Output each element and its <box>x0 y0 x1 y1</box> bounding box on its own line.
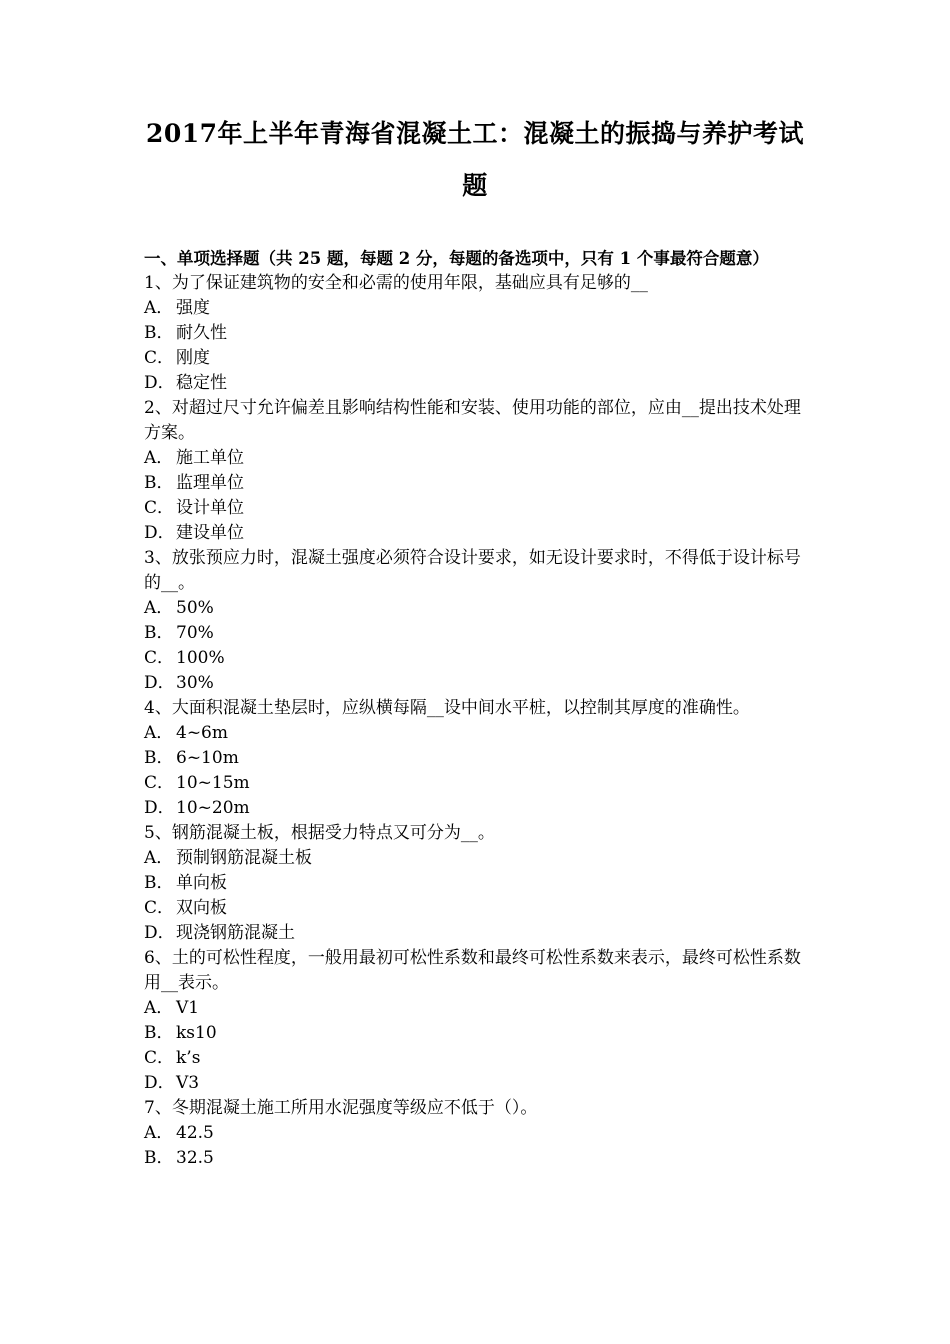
answer-option <box>144 646 808 671</box>
answer-option <box>144 1071 808 1096</box>
option-text: 建设单位 <box>176 523 244 543</box>
question-stem: 4、大面积混凝土垫层时，应纵横每隔__设中间水平桩，以控制其厚度的准确性。 <box>144 698 750 718</box>
option-text: 70% <box>176 623 214 643</box>
option-letter: D． <box>144 373 175 393</box>
answer-option <box>144 871 808 896</box>
option-letter: A． <box>144 298 174 318</box>
answer-option <box>144 621 808 646</box>
answer-option <box>144 446 808 471</box>
question-stem: 2、对超过尺寸允许偏差且影响结构性能和安装、使用功能的部位，应由__提出技术处理方案。 <box>144 398 801 443</box>
option-text: 30% <box>176 673 214 693</box>
option-text: 100% <box>176 648 225 668</box>
answer-option <box>144 746 808 771</box>
option-letter: C． <box>144 773 175 793</box>
title-line-1: 2017年上半年青海省混凝土工：混凝土的振捣与养护考试 <box>145 119 805 148</box>
answer-option <box>144 371 808 396</box>
answer-option <box>144 521 808 546</box>
answer-option <box>144 771 808 796</box>
option-text: 稳定性 <box>176 373 227 393</box>
question-stem: 1、为了保证建筑物的安全和必需的使用年限，基础应具有足够的__ <box>144 273 648 293</box>
option-letter: D． <box>144 798 175 818</box>
option-text: 4~6m <box>176 723 228 743</box>
answer-option <box>144 1021 808 1046</box>
option-text: 6~10m <box>176 748 239 768</box>
option-letter: C． <box>144 348 175 368</box>
option-letter: A． <box>144 848 174 868</box>
option-letter: D． <box>144 1073 175 1093</box>
option-letter: C． <box>144 898 175 918</box>
answer-option <box>144 471 808 496</box>
option-text: 32.5 <box>176 1148 214 1168</box>
option-text: k’s <box>176 1048 201 1068</box>
option-text: 预制钢筋混凝土板 <box>176 848 312 868</box>
option-text: 双向板 <box>176 898 227 918</box>
answer-option <box>144 796 808 821</box>
answer-option <box>144 596 808 621</box>
option-letter: D． <box>144 923 175 943</box>
answer-option <box>144 321 808 346</box>
option-text: 监理单位 <box>176 473 244 493</box>
answer-option <box>144 671 808 696</box>
option-letter: B． <box>144 323 174 343</box>
answer-option <box>144 496 808 521</box>
option-letter: D． <box>144 523 175 543</box>
option-letter: C． <box>144 648 175 668</box>
option-letter: B． <box>144 1148 174 1168</box>
option-text: 强度 <box>176 298 210 318</box>
option-letter: B． <box>144 1023 174 1043</box>
option-letter: B． <box>144 873 174 893</box>
answer-option <box>144 896 808 921</box>
question-stem: 5、钢筋混凝土板，根据受力特点又可分为__。 <box>144 823 495 843</box>
option-text: ks10 <box>176 1023 217 1043</box>
option-letter: B． <box>144 748 174 768</box>
option-letter: A． <box>144 448 174 468</box>
document-body <box>144 246 808 1171</box>
option-letter: A． <box>144 598 174 618</box>
answer-option <box>144 296 808 321</box>
answer-option <box>144 1146 808 1171</box>
question-list <box>144 271 808 1171</box>
answer-option <box>144 346 808 371</box>
answer-option <box>144 721 808 746</box>
option-letter: D． <box>144 673 175 693</box>
section-heading: 一、单项选择题（共 25 题，每题 2 分，每题的备选项中，只有 1 个事最符合题意） <box>144 249 769 268</box>
option-text: 单向板 <box>176 873 227 893</box>
answer-option <box>144 996 808 1021</box>
option-text: 42.5 <box>176 1123 214 1143</box>
option-letter: A． <box>144 723 174 743</box>
question-stem: 7、冬期混凝土施工所用水泥强度等级应不低于（）。 <box>144 1098 538 1118</box>
option-letter: C． <box>144 498 175 518</box>
question-stem: 3、放张预应力时，混凝土强度必须符合设计要求，如无设计要求时，不得低于设计标号的__。 <box>144 548 801 593</box>
option-letter: A． <box>144 1123 174 1143</box>
answer-option <box>144 1046 808 1071</box>
option-letter: B． <box>144 623 174 643</box>
option-text: V1 <box>176 998 200 1018</box>
answer-option <box>144 846 808 871</box>
title-line-2: 题 <box>462 171 488 200</box>
option-text: 50% <box>176 598 214 618</box>
option-text: 施工单位 <box>176 448 244 468</box>
option-letter: C． <box>144 1048 175 1068</box>
option-text: 设计单位 <box>176 498 244 518</box>
option-letter: B． <box>144 473 174 493</box>
question-stem: 6、土的可松性程度，一般用最初可松性系数和最终可松性系数来表示，最终可松性系数用__表示。 <box>144 948 801 993</box>
option-text: 10~20m <box>176 798 250 818</box>
answer-option <box>144 1121 808 1146</box>
option-text: 现浇钢筋混凝土 <box>176 923 295 943</box>
option-letter: A． <box>144 998 174 1018</box>
option-text: V3 <box>176 1073 200 1093</box>
document-title <box>120 108 830 212</box>
option-text: 10~15m <box>176 773 250 793</box>
option-text: 耐久性 <box>176 323 227 343</box>
answer-option <box>144 921 808 946</box>
option-text: 刚度 <box>176 348 210 368</box>
